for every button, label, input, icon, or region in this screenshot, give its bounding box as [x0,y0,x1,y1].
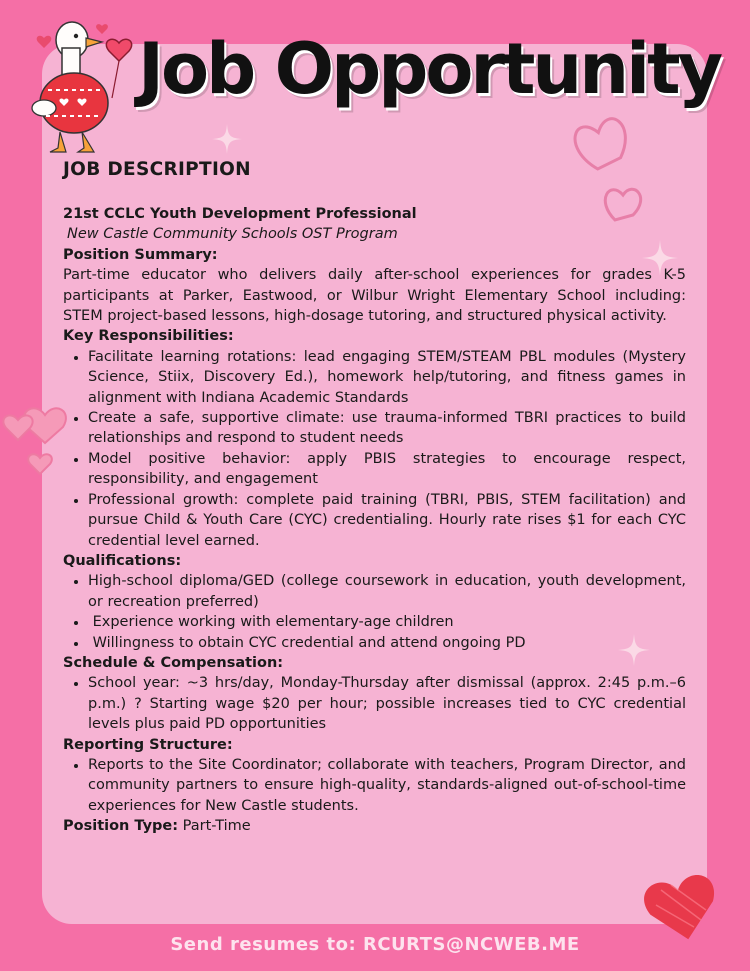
list-item: • Model positive behavior: apply PBIS strategies to encourage respect, responsibility, and engagement [88,449,686,490]
organization-name: New Castle Community Schools OST Program [67,226,398,243]
list-item: • Create a safe, supportive climate: use trauma-informed TBRI practices to build relationships and respond to student needs [88,408,686,449]
role-title: 21st CCLC Youth Development Professional [63,206,417,222]
position-type-value: Part-Time [178,818,251,835]
position-summary-heading: Position Summary: [63,246,218,263]
list-item: • Reports to the Site Coordinator; collaborate with teachers, Program Director, and community partners to ensure high-quality, standards-aligned out-of-school-time experiences for New Castle students. [88,755,686,816]
list-item: • School year: ~3 hrs/day, Monday-Thursday after dismissal (approx. 2:45 p.m.–6 p.m.) ? Starting wage $20 per hour; possible increases tied to CYC credential levels plus paid PD opportunities [88,673,686,734]
list-item: • Willingness to obtain CYC credential and attend ongoing PD [88,633,686,653]
list-item: • Experience working with elementary-age children [88,612,686,632]
goose-mascot-icon [24,8,134,158]
position-type-label: Position Type: [63,818,179,835]
responsibilities-list [63,347,686,551]
reporting-heading: Reporting Structure: [63,736,233,753]
page-title: Job Opportunity [138,28,721,110]
sparkle-icon [212,124,242,154]
schedule-list [63,673,686,734]
position-type [63,816,686,836]
list-item: • Professional growth: complete paid training (TBRI, PBIS, STEM facilitation) and pursue Child & Youth Care (CYC) credentialing. Hourly rate rises $1 for each CYC credential level earned. [88,490,686,551]
position-summary-text: Part-time educator who delivers daily after-school experiences for grades K-5 participants at Parker, Eastwood, or Wilbur Wright Elementary School including: STEM project-based lessons, high-dosage tutoring, and structured physical activity. [63,267,686,325]
section-heading: JOB DESCRIPTION [63,159,251,180]
reporting-list [63,755,686,816]
list-item: • High-school diploma/GED (college coursework in education, youth development, or recreation preferred) [88,571,686,612]
schedule-heading: Schedule & Compensation: [63,654,284,671]
footer-contact: Send resumes to: RCURTS@NCWEB.ME [170,934,580,955]
list-item: • Facilitate learning rotations: lead engaging STEM/STEAM PBL modules (Mystery Science, Stiix, Discovery Ed.), homework help/tutoring, and fitness games in alignment with Indiana Academic Standards [88,347,686,408]
qualifications-heading: Qualifications: [63,552,182,569]
responsibilities-heading: Key Responsibilities: [63,328,234,345]
job-description [63,157,686,837]
qualifications-list [63,571,686,653]
